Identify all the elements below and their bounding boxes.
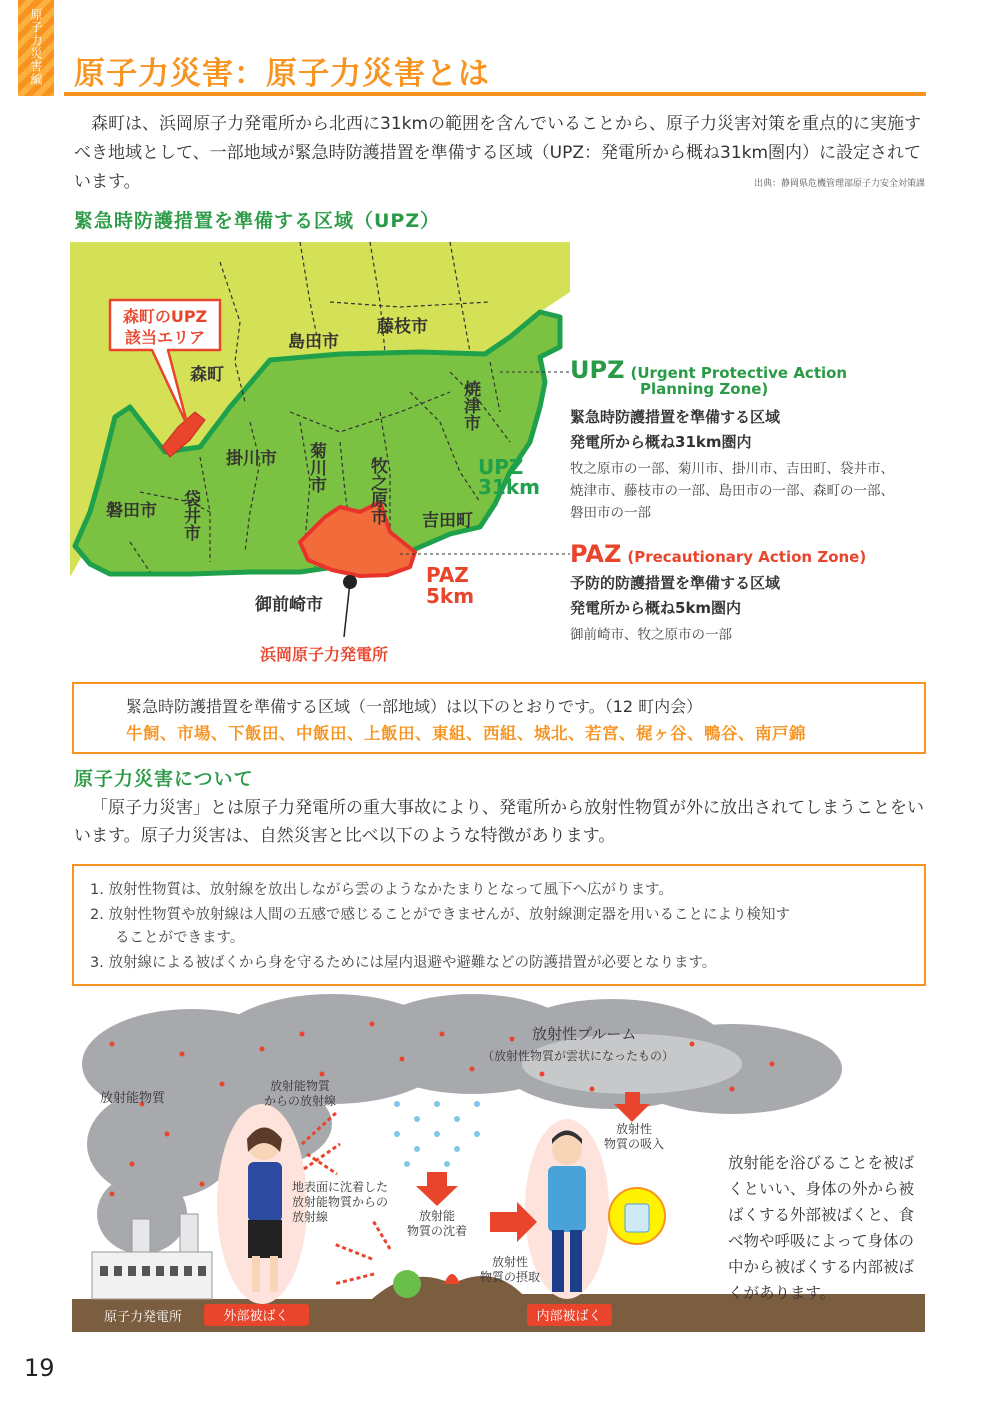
- label-iwata: 磐田市: [106, 501, 157, 521]
- deposition-arrow: [416, 1172, 458, 1206]
- label-plant: 浜岡原子力発電所: [260, 645, 389, 662]
- upz-full-1: (Urgent Protective Action: [630, 364, 848, 382]
- section-tab: [18, 0, 54, 96]
- features-box: [72, 864, 926, 986]
- label-yaizu: 焼津市: [460, 380, 480, 431]
- paz-areas: 御前崎市、牧之原市の一部: [570, 627, 732, 643]
- upz-area-box: [72, 682, 926, 754]
- water-glass-icon: [625, 1204, 649, 1232]
- label-ground-radiation-2: 放射能物質からの: [292, 1195, 389, 1209]
- upz-abbr: UPZ: [570, 356, 625, 384]
- label-makinohara: 牧之原市: [367, 457, 387, 525]
- upz-desc-2: 発電所から概ね31km圏内: [570, 433, 752, 451]
- paz-desc-2: 発電所から概ね5km圏内: [570, 599, 742, 617]
- map-paz-distance: 5km: [426, 584, 475, 608]
- label-ingestion-1: 放射性: [491, 1255, 529, 1269]
- rain-drops: [394, 1101, 480, 1167]
- area-box-line1: 緊急時防護措置を準備する区域（一部地域）は以下のとおりです。（12 町内会）: [126, 697, 703, 716]
- label-ingestion-2: 物質の摂取: [479, 1270, 541, 1284]
- label-ground-radiation-3: 放射線: [292, 1210, 329, 1224]
- feature-item: 1. 放射性物質は、放射線を放出しながら雲のようなかたまりとなって風下へ広がります。: [90, 882, 673, 898]
- page-title: 原子力災害：原子力災害とは: [74, 56, 490, 92]
- label-mori: 森町: [190, 365, 224, 385]
- label-ground-radiation-1: 地表面に沈着した: [292, 1180, 389, 1194]
- upz-map: [70, 242, 570, 662]
- label-deposition-2: 物質の沈着: [406, 1224, 468, 1238]
- label-external-exposure: 外部被ばく: [223, 1309, 289, 1324]
- feature-item: 3. 放射線による被ばくから身を守るためには屋内退避や避難などの防護措置が必要となります。: [90, 955, 717, 971]
- upz-areas: [570, 458, 940, 524]
- upz-area-line: 牧之原市の一部、菊川市、掛川市、吉田町、袋井市、: [570, 461, 894, 477]
- upz-desc-1: 緊急時防護措置を準備する区域: [570, 408, 781, 426]
- upz-full-2: Planning Zone): [640, 380, 769, 398]
- plume-subtitle: （放射性物質が雲状になったもの）: [482, 1049, 675, 1063]
- upz-legend: [570, 356, 940, 524]
- label-inhalation-1: 放射性: [615, 1122, 653, 1136]
- paz-desc-1: 予防的防護措置を準備する区域: [570, 574, 781, 592]
- cabbage-icon: [393, 1270, 421, 1298]
- upz-heading: 緊急時防護措置を準備する区域（UPZ）: [74, 210, 441, 232]
- label-internal-exposure: 内部被ばく: [536, 1309, 602, 1324]
- label-material-radiation-2: からの放射線: [263, 1094, 337, 1108]
- upz-area-line: 磐田市の一部: [570, 505, 651, 521]
- about-heading: 原子力災害について: [74, 768, 254, 790]
- section-tab-label: 原子力災害編: [29, 8, 43, 86]
- title-underline: [64, 92, 926, 96]
- map-paz-label: PAZ: [426, 563, 469, 587]
- label-deposition-1: 放射能: [418, 1209, 456, 1223]
- source-note: 出典：静岡県危機管理部原子力安全対策課: [753, 179, 925, 189]
- map-upz-distance: 31km: [478, 475, 540, 499]
- upz-area-line: 焼津市、藤枝市の一部、島田市の一部、森町の一部、: [570, 483, 894, 499]
- about-paragraph: 「原子力災害」とは原子力発電所の重大事故により、発電所から放射性物質が外に放出されてしまうことをいいます。原子力災害は、自然災害と比べ以下のような特徴があります。: [74, 798, 924, 846]
- paz-legend: [570, 540, 940, 646]
- radish-icon: [444, 1274, 460, 1284]
- label-radioactive-material: 放射能物質: [100, 1091, 166, 1106]
- plume-title: 放射性プルーム: [532, 1025, 637, 1043]
- label-kakegawa: 掛川市: [226, 449, 277, 469]
- callout-line1: 森町のUPZ: [122, 307, 208, 326]
- paz-abbr: PAZ: [570, 540, 622, 568]
- label-fukuroi: 袋井市: [180, 490, 200, 541]
- map-upz-label: UPZ: [478, 455, 524, 479]
- label-omaezaki: 御前崎市: [255, 595, 323, 615]
- paz-full: (Precautionary Action Zone): [627, 548, 867, 566]
- area-box-districts: 牛飼、市場、下飯田、中飯田、上飯田、東組、西組、城北、若宮、梶ヶ谷、鴨谷、南戸錦: [126, 724, 806, 743]
- feature-item-cont: ることができます。: [115, 930, 245, 946]
- page-number: 19: [24, 1354, 55, 1382]
- label-kikugawa: 菊川市: [306, 442, 326, 493]
- feature-item: 2. 放射性物質や放射線は人間の五感で感じることができませんが、放射線測定器を用いることにより検知す: [90, 907, 790, 923]
- label-material-radiation-1: 放射能物質: [269, 1079, 331, 1093]
- label-plant: 原子力発電所: [104, 1310, 183, 1325]
- exposure-note: 放射能を浴びることを被ばくといい、身体の外から被ばくする外部被ばくと、食べ物や呼吸によって身体の中から被ばくする内部被ばくがあります。: [728, 1154, 915, 1302]
- intro-paragraph: 森町は、浜岡原子力発電所から北西に31kmの範囲を含んでいることから、原子力災害対策を重点的に実施すべき地域として、一部地域が緊急時防護措置を準備する区域（UPZ：発電所から概ね31km圏内）に設定されています。: [74, 114, 922, 192]
- label-fujieda: 藤枝市: [377, 317, 428, 337]
- label-yoshida: 吉田町: [422, 511, 473, 531]
- label-shimada: 島田市: [288, 332, 339, 352]
- label-inhalation-2: 物質の吸入: [603, 1137, 665, 1151]
- callout-line2: 該当エリア: [124, 328, 206, 347]
